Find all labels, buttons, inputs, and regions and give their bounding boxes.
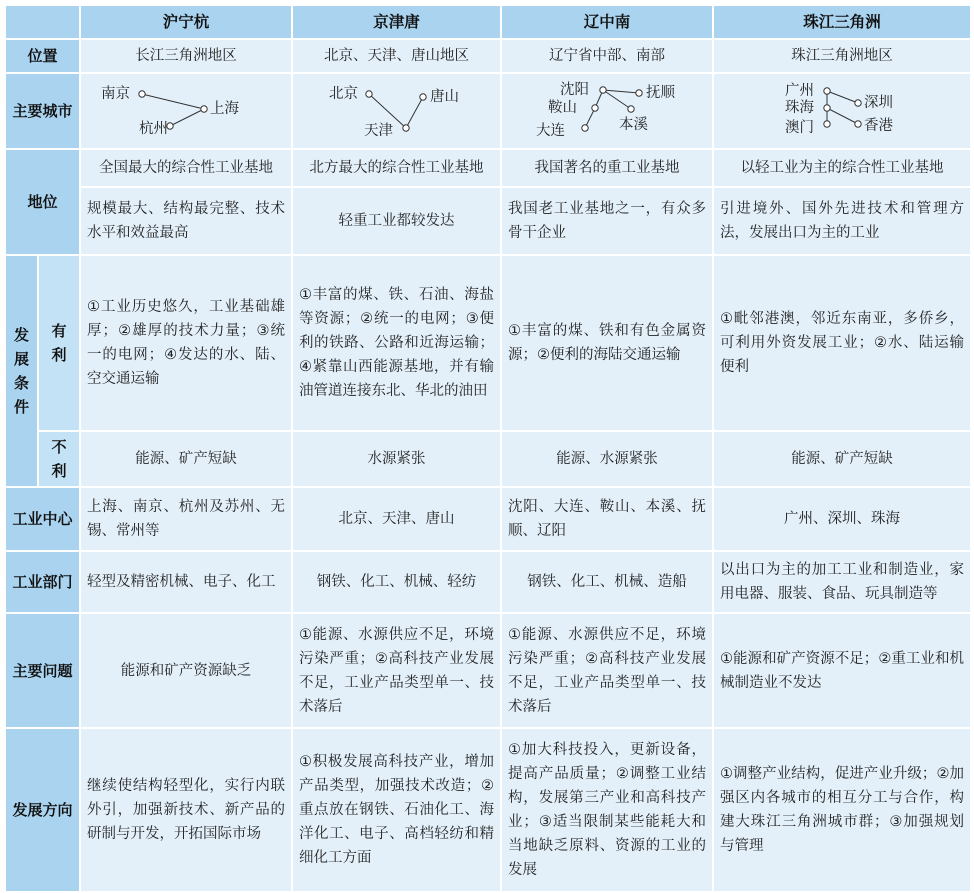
- cell-unfavorable-1: 水源紧张: [292, 431, 501, 487]
- cell-cities-map-1: [292, 73, 501, 149]
- corner-cell: [5, 5, 80, 39]
- sub-label-unfavorable: 不利: [38, 431, 80, 487]
- city-link-diagram-3: [720, 80, 964, 142]
- city-label: 鞍山: [548, 100, 577, 116]
- cell-location-3: 珠江三角洲地区: [713, 39, 971, 73]
- cell-centers-3: 广州、深圳、珠海: [713, 487, 971, 551]
- cell-status-detail-1: 轻重工业都较发达: [292, 187, 501, 255]
- row-label-location: 位置: [5, 39, 80, 73]
- city-label: 上海: [210, 101, 239, 117]
- cell-status-main-0: 全国最大的综合性工业基地: [80, 149, 292, 187]
- cell-favorable-2: ①丰富的煤、铁和有色金属资源；②便利的海陆交通运输: [501, 255, 713, 431]
- col-header-zhujiang-delta: 珠江三角洲: [713, 5, 971, 39]
- cell-status-main-2: 我国著名的重工业基地: [501, 149, 713, 187]
- row-cities: [5, 73, 971, 149]
- cell-centers-1: 北京、天津、唐山: [292, 487, 501, 551]
- row-label-problems: 主要问题: [5, 613, 80, 728]
- city-label: 杭州: [139, 121, 168, 137]
- sub-label-favorable: 有利: [38, 255, 80, 431]
- cell-status-detail-3: 引进境外、国外先进技术和管理方法，发展出口为主的工业: [713, 187, 971, 255]
- cell-sectors-0: 轻型及精密机械、电子、化工: [80, 551, 292, 613]
- cell-status-main-1: 北方最大的综合性工业基地: [292, 149, 501, 187]
- row-label-sectors: 工业部门: [5, 551, 80, 613]
- cell-favorable-3: ①毗邻港澳，邻近东南亚，多侨乡，可利用外资发展工业；②水、陆运输便利: [713, 255, 971, 431]
- cell-centers-0: 上海、南京、杭州及苏州、无锡、常州等: [80, 487, 292, 551]
- row-status-2: [5, 187, 971, 255]
- cell-cities-map-2: [501, 73, 713, 149]
- row-problems: [5, 613, 971, 728]
- city-label: 唐山: [430, 89, 459, 105]
- city-label: 天津: [364, 123, 393, 139]
- cell-sectors-1: 钢铁、化工、机械、轻纺: [292, 551, 501, 613]
- city-label: 北京: [329, 86, 358, 102]
- cell-unfavorable-0: 能源、矿产短缺: [80, 431, 292, 487]
- city-label: 深圳: [864, 95, 893, 111]
- row-label-status: 地位: [5, 149, 80, 255]
- city-label: 珠海: [785, 100, 814, 116]
- cell-direction-1: ①积极发展高科技产业，增加产品类型，加强技术改造；②重点放在钢铁、石油化工、海洋化工、电子、高档轻纺和精细化工方面: [292, 728, 501, 892]
- cell-direction-2: ①加大科技投入，更新设备，提高产品质量；②调整工业结构，发展第三产业和高科技产业；③适当限制某些能耗大和当地缺乏原料、资源的工业的发展: [501, 728, 713, 892]
- industrial-base-table: [4, 4, 972, 893]
- row-location: [5, 39, 971, 73]
- cell-status-detail-2: 我国老工业基地之一，有众多骨干企业: [501, 187, 713, 255]
- city-label: 本溪: [619, 117, 648, 133]
- cell-centers-2: 沈阳、大连、鞍山、本溪、抚顺、辽阳: [501, 487, 713, 551]
- cell-location-1: 北京、天津、唐山地区: [292, 39, 501, 73]
- cell-cities-map-3: [713, 73, 971, 149]
- header-row: [5, 5, 971, 39]
- row-conditions-unfavorable: [5, 431, 971, 487]
- city-label: 沈阳: [560, 82, 589, 98]
- city-label: 香港: [864, 118, 893, 134]
- city-label: 大连: [536, 123, 565, 139]
- row-conditions-favorable: [5, 255, 971, 431]
- col-header-jingjintang: 京津唐: [292, 5, 501, 39]
- city-label: 抚顺: [646, 85, 675, 101]
- city-label: 南京: [101, 86, 130, 102]
- row-centers: [5, 487, 971, 551]
- city-label: 广州: [785, 83, 814, 99]
- row-direction: [5, 728, 971, 892]
- cell-favorable-1: ①丰富的煤、铁、石油、海盐等资源；②统一的电网；③便利的铁路、公路和近海运输；④紧靠山西能源基地，并有输油管道连接东北、华北的油田: [292, 255, 501, 431]
- cell-location-2: 辽宁省中部、南部: [501, 39, 713, 73]
- cell-problems-3: ①能源和矿产资源不足；②重工业和机械制造业不发达: [713, 613, 971, 728]
- cell-sectors-3: 以出口为主的加工工业和制造业，家用电器、服装、食品、玩具制造等: [713, 551, 971, 613]
- cell-problems-1: ①能源、水源供应不足，环境污染严重；②高科技产业发展不足，工业产品类型单一、技术落后: [292, 613, 501, 728]
- col-header-huningHang: 沪宁杭: [80, 5, 292, 39]
- row-label-direction: 发展方向: [5, 728, 80, 892]
- cell-favorable-0: ①工业历史悠久，工业基础雄厚；②雄厚的技术力量；③统一的电网；④发达的水、陆、空交通运输: [80, 255, 292, 431]
- row-sectors: [5, 551, 971, 613]
- cell-unfavorable-2: 能源、水源紧张: [501, 431, 713, 487]
- cell-cities-map-0: [80, 73, 292, 149]
- cell-location-0: 长江三角洲地区: [80, 39, 292, 73]
- cell-direction-3: ①调整产业结构，促进产业升级；②加强区内各城市的相互分工与合作，构建大珠江三角洲城市群；③加强规划与管理: [713, 728, 971, 892]
- col-header-liaozhongnan: 辽中南: [501, 5, 713, 39]
- row-label-centers: 工业中心: [5, 487, 80, 551]
- cell-direction-0: 继续使结构轻型化，实行内联外引，加强新技术、新产品的研制与开发，开拓国际市场: [80, 728, 292, 892]
- cell-problems-2: ①能源、水源供应不足，环境污染严重；②高科技产业发展不足，工业产品类型单一、技术落后: [501, 613, 713, 728]
- cell-problems-0: 能源和矿产资源缺乏: [80, 613, 292, 728]
- cell-status-detail-0: 规模最大、结构最完整、技术水平和效益最高: [80, 187, 292, 255]
- cell-sectors-2: 钢铁、化工、机械、造船: [501, 551, 713, 613]
- city-label: 澳门: [785, 120, 814, 136]
- row-label-conditions: 发展条件: [5, 255, 38, 487]
- cell-unfavorable-3: 能源、矿产短缺: [713, 431, 971, 487]
- row-status-1: [5, 149, 971, 187]
- cell-status-main-3: 以轻工业为主的综合性工业基地: [713, 149, 971, 187]
- row-label-cities: 主要城市: [5, 73, 80, 149]
